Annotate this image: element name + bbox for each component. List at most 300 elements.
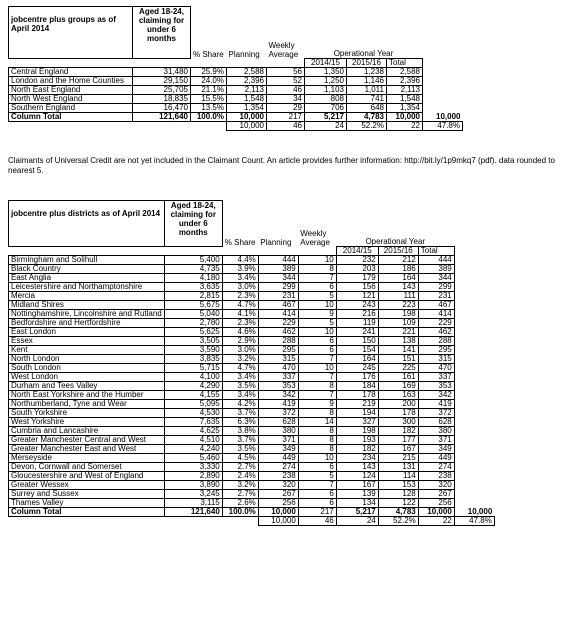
districts-row [9,283,495,292]
districts-cell-claim: 3,835 [164,355,222,364]
groups-cell-claim: 25,705 [133,86,191,95]
districts-cell-share: 2.3% [222,292,258,301]
districts-cell-name: Leicestershire and Northamptonshire [9,283,165,292]
groups-cell-share: 24.0% [191,77,227,86]
districts-cell-share: 4.1% [222,310,258,319]
groups-total-total: 10,000 [387,113,423,122]
districts-row [9,418,495,427]
districts-cell-planning: 414 [258,310,298,319]
districts-cell-planning: 444 [258,256,298,265]
districts-cell-y1: 164 [336,355,378,364]
districts-cell-share: 3.0% [222,346,258,355]
districts-cell-claim: 5,400 [164,256,222,265]
districts-cell-total: 229 [418,319,454,328]
districts-col-claim: Aged 18-24, claiming for under 6 months [164,201,222,247]
districts-cell-name: Greater Manchester East and West [9,445,165,454]
districts-sub-extra: 47.8% [454,517,494,526]
districts-cell-weekly: 8 [298,409,336,418]
groups-cell-weekly: 52 [267,77,305,86]
districts-cell-weekly: 8 [298,382,336,391]
districts-cell-share: 2.9% [222,337,258,346]
districts-cell-y2: 167 [378,445,418,454]
districts-row [9,400,495,409]
districts-cell-share: 3.4% [222,391,258,400]
districts-cell-y2: 109 [378,319,418,328]
districts-cell-y1: 203 [336,265,378,274]
districts-cell-y1: 176 [336,373,378,382]
districts-cell-name: Devon, Cornwall and Somerset [9,463,165,472]
districts-cell-planning: 320 [258,481,298,490]
groups-col-weekly: Weekly Average [268,40,299,59]
districts-cell-share: 3.4% [222,274,258,283]
districts-cell-total: 462 [418,328,454,337]
districts-cell-weekly: 6 [298,499,336,508]
districts-cell-claim: 3,590 [164,346,222,355]
districts-cell-planning: 295 [258,346,298,355]
groups-cell-y1: 1,350 [305,68,347,77]
districts-cell-share: 2.4% [222,472,258,481]
districts-cell-share: 6.3% [222,418,258,427]
districts-cell-y2: 122 [378,499,418,508]
districts-cell-y2: 225 [378,364,418,373]
districts-cell-weekly: 14 [298,418,336,427]
districts-cell-y1: 184 [336,382,378,391]
districts-cell-weekly: 6 [298,283,336,292]
districts-cell-total: 389 [418,265,454,274]
districts-cell-share: 4.7% [222,301,258,310]
districts-cell-claim: 5,460 [164,454,222,463]
districts-cell-name: Mercia [9,292,165,301]
districts-cell-name: Gloucestershire and West of England [9,472,165,481]
districts-cell-name: South Yorkshire [9,409,165,418]
districts-cell-name: South London [9,364,165,373]
groups-col-opyear: Operational Year [333,49,394,58]
groups-cell-total: 2,588 [387,68,423,77]
districts-cell-weekly: 7 [298,373,336,382]
districts-cell-claim: 4,100 [164,373,222,382]
districts-total-extra: 10,000 [467,507,493,516]
groups-total-planning: 10,000 [227,113,267,122]
groups-col-y1: 2014/15 [305,59,347,68]
districts-cell-total: 444 [418,256,454,265]
districts-cell-planning: 238 [258,472,298,481]
districts-cell-weekly: 8 [298,427,336,436]
districts-col-weekly: Weekly Average [300,228,330,247]
districts-row [9,445,495,454]
districts-cell-y1: 219 [336,400,378,409]
districts-row [9,292,495,301]
districts-cell-total: 380 [418,427,454,436]
districts-cell-planning: 380 [258,427,298,436]
districts-cell-claim: 4,240 [164,445,222,454]
districts-row [9,499,495,508]
groups-header [9,7,463,68]
districts-cell-weekly: 9 [298,310,336,319]
districts-cell-y1: 193 [336,436,378,445]
districts-cell-total: 419 [418,400,454,409]
districts-cell-share: 4.4% [222,256,258,265]
districts-cell-planning: 628 [258,418,298,427]
districts-row [9,454,495,463]
districts-cell-share: 3.4% [222,373,258,382]
districts-cell-claim: 2,780 [164,319,222,328]
districts-cell-y1: 234 [336,454,378,463]
districts-cell-total: 315 [418,355,454,364]
districts-cell-total: 628 [418,418,454,427]
districts-cell-y1: 216 [336,310,378,319]
districts-cell-claim: 3,505 [164,337,222,346]
districts-col-area: jobcentre plus districts as of April 2014 [9,201,165,247]
districts-cell-planning: 267 [258,490,298,499]
districts-cell-y2: 215 [378,454,418,463]
districts-cell-name: Surrey and Sussex [9,490,165,499]
districts-cell-total: 295 [418,346,454,355]
districts-total-weekly: 217 [298,508,336,517]
districts-cell-claim: 7,635 [164,418,222,427]
districts-cell-weekly: 6 [298,337,336,346]
districts-row [9,436,495,445]
groups-cell-name: London and the Home Counties [9,77,133,86]
districts-cell-name: North London [9,355,165,364]
districts-cell-name: Thames Valley [9,499,165,508]
districts-cell-claim: 4,510 [164,436,222,445]
districts-row [9,373,495,382]
groups-sub-y2: 52.2% [347,122,387,131]
districts-cell-y2: 200 [378,400,418,409]
districts-cell-y1: 245 [336,364,378,373]
districts-row [9,328,495,337]
districts-row [9,481,495,490]
footnote: Claimants of Universal Credit are not yet included in the Claimant Count. An article provides further information: http://bit.ly/1p9mkq7 (pdf). data rounded to nearest 5. [8,156,555,175]
districts-cell-y1: 179 [336,274,378,283]
districts-cell-y1: 154 [336,346,378,355]
districts-cell-weekly: 8 [298,445,336,454]
districts-row [9,355,495,364]
groups-row [9,68,463,77]
districts-cell-name: North East Yorkshire and the Humber [9,391,165,400]
districts-cell-weekly: 10 [298,364,336,373]
districts-cell-name: Bedfordshire and Hertfordshire [9,319,165,328]
districts-total-row [9,508,495,517]
districts-cell-total: 231 [418,292,454,301]
districts-cell-y2: 223 [378,301,418,310]
districts-cell-planning: 342 [258,391,298,400]
districts-cell-y2: 178 [378,409,418,418]
districts-cell-total: 372 [418,409,454,418]
districts-cell-total: 449 [418,454,454,463]
districts-cell-total: 371 [418,436,454,445]
groups-row [9,86,463,95]
districts-cell-y1: 167 [336,481,378,490]
groups-total-row [9,113,463,122]
districts-cell-y2: 198 [378,310,418,319]
districts-cell-total: 256 [418,499,454,508]
districts-cell-weekly: 6 [298,346,336,355]
groups-total-y1: 5,217 [305,113,347,122]
districts-cell-y2: 128 [378,490,418,499]
districts-cell-planning: 256 [258,499,298,508]
districts-total-claim: 121,640 [164,508,222,517]
districts-row [9,310,495,319]
districts-row [9,346,495,355]
districts-cell-claim: 5,095 [164,400,222,409]
districts-cell-planning: 229 [258,319,298,328]
districts-cell-y2: 177 [378,436,418,445]
districts-cell-planning: 344 [258,274,298,283]
districts-cell-share: 3.7% [222,409,258,418]
districts-cell-weekly: 7 [298,391,336,400]
districts-cell-y1: 121 [336,292,378,301]
districts-cell-weekly: 5 [298,319,336,328]
districts-cell-y2: 182 [378,427,418,436]
districts-cell-claim: 3,330 [164,463,222,472]
districts-cell-y1: 198 [336,427,378,436]
districts-cell-planning: 288 [258,337,298,346]
districts-sub-planning: 10,000 [258,517,298,526]
districts-cell-y2: 161 [378,373,418,382]
groups-cell-y1: 706 [305,104,347,113]
groups-cell-weekly: 46 [267,86,305,95]
districts-cell-share: 3.9% [222,265,258,274]
districts-cell-planning: 462 [258,328,298,337]
districts-cell-name: Cumbria and Lancashire [9,427,165,436]
districts-cell-total: 337 [418,373,454,382]
districts-cell-y2: 212 [378,256,418,265]
districts-cell-name: Northumberland, Tyne and Wear [9,400,165,409]
districts-cell-total: 299 [418,283,454,292]
districts-cell-planning: 372 [258,409,298,418]
groups-cell-planning: 2,588 [227,68,267,77]
groups-sub-planning: 10,000 [227,122,267,131]
districts-cell-name: Durham and Tees Valley [9,382,165,391]
districts-cell-y2: 186 [378,265,418,274]
districts-cell-planning: 389 [258,265,298,274]
districts-cell-claim: 4,530 [164,409,222,418]
districts-cell-share: 4.2% [222,400,258,409]
districts-cell-planning: 299 [258,283,298,292]
districts-cell-planning: 231 [258,292,298,301]
groups-sub-y1: 24 [305,122,347,131]
districts-cell-claim: 5,625 [164,328,222,337]
districts-cell-name: Essex [9,337,165,346]
districts-cell-weekly: 6 [298,463,336,472]
districts-cell-y2: 221 [378,328,418,337]
groups-cell-share: 15.5% [191,95,227,104]
districts-row [9,409,495,418]
groups-cell-share: 25.9% [191,68,227,77]
districts-sub-y2: 52.2% [378,517,418,526]
districts-body [9,256,495,508]
districts-cell-claim: 2,815 [164,292,222,301]
districts-cell-name: Kent [9,346,165,355]
districts-cell-total: 467 [418,301,454,310]
groups-total-extra: 10,000 [436,112,461,121]
districts-cell-y2: 151 [378,355,418,364]
districts-footer [9,508,495,526]
districts-cell-name: East Anglia [9,274,165,283]
groups-cell-claim: 16,470 [133,104,191,113]
districts-cell-y1: 241 [336,328,378,337]
districts-row [9,490,495,499]
districts-cell-y2: 141 [378,346,418,355]
districts-cell-planning: 470 [258,364,298,373]
districts-cell-y1: 134 [336,499,378,508]
districts-sub-total: 22 [418,517,454,526]
districts-cell-claim: 5,040 [164,310,222,319]
districts-cell-total: 320 [418,481,454,490]
districts-cell-weekly: 5 [298,472,336,481]
districts-cell-name: Birmingham and Solihull [9,256,165,265]
districts-cell-claim: 5,675 [164,301,222,310]
districts-cell-share: 3.5% [222,382,258,391]
groups-row [9,77,463,86]
groups-table [8,6,463,131]
districts-total-label: Column Total [9,508,165,517]
districts-cell-name: Midland Shires [9,301,165,310]
districts-cell-share: 2.6% [222,499,258,508]
districts-cell-total: 349 [418,445,454,454]
districts-cell-total: 470 [418,364,454,373]
groups-cell-y2: 1,011 [347,86,387,95]
districts-row [9,364,495,373]
groups-cell-y2: 1,146 [347,77,387,86]
districts-cell-share: 3.2% [222,481,258,490]
districts-cell-y1: 182 [336,445,378,454]
districts-cell-planning: 353 [258,382,298,391]
districts-row [9,256,495,265]
districts-cell-share: 3.0% [222,283,258,292]
districts-cell-total: 274 [418,463,454,472]
districts-col-total: Total [418,247,454,256]
districts-cell-total: 238 [418,472,454,481]
groups-cell-planning: 2,396 [227,77,267,86]
districts-sub-row [9,517,495,526]
groups-total-share: 100.0% [191,113,227,122]
districts-cell-claim: 3,635 [164,283,222,292]
districts-table [8,200,495,526]
districts-cell-y2: 300 [378,418,418,427]
districts-cell-weekly: 10 [298,328,336,337]
districts-cell-claim: 2,890 [164,472,222,481]
districts-cell-claim: 4,290 [164,382,222,391]
districts-cell-share: 3.8% [222,427,258,436]
groups-col-area: jobcentre plus groups as of April 2014 [9,7,133,59]
groups-col-total: Total [387,59,423,68]
groups-cell-share: 21.1% [191,86,227,95]
groups-cell-name: Southern England [9,104,133,113]
groups-cell-y1: 1,250 [305,77,347,86]
districts-cell-share: 4.7% [222,364,258,373]
districts-cell-total: 288 [418,337,454,346]
districts-cell-claim: 4,735 [164,265,222,274]
districts-cell-name: Greater Wessex [9,481,165,490]
districts-cell-total: 414 [418,310,454,319]
groups-body [9,68,463,113]
districts-row [9,472,495,481]
districts-cell-y1: 139 [336,490,378,499]
districts-cell-weekly: 7 [298,481,336,490]
districts-cell-weekly: 10 [298,454,336,463]
districts-cell-weekly: 8 [298,265,336,274]
districts-cell-total: 344 [418,274,454,283]
districts-total-total: 10,000 [418,508,454,517]
groups-sub-total: 22 [387,122,423,131]
groups-cell-weekly: 56 [267,68,305,77]
districts-cell-weekly: 10 [298,301,336,310]
districts-cell-weekly: 7 [298,355,336,364]
groups-cell-y2: 648 [347,104,387,113]
districts-cell-claim: 5,715 [164,364,222,373]
groups-col-y2: 2015/16 [347,59,387,68]
groups-total-claim: 121,640 [133,113,191,122]
districts-cell-planning: 467 [258,301,298,310]
districts-cell-y2: 163 [378,391,418,400]
districts-cell-share: 2.3% [222,319,258,328]
districts-cell-y1: 327 [336,418,378,427]
districts-cell-name: Greater Manchester Central and West [9,436,165,445]
districts-cell-share: 3.5% [222,445,258,454]
groups-total-y2: 4,783 [347,113,387,122]
groups-cell-y2: 1,238 [347,68,387,77]
districts-cell-name: Nottinghamshire, Lincolnshire and Rutland [9,310,165,319]
groups-sub-row [9,122,463,131]
districts-cell-claim: 3,245 [164,490,222,499]
groups-cell-total: 1,548 [387,95,423,104]
groups-footer [9,113,463,131]
districts-cell-y1: 194 [336,409,378,418]
districts-cell-weekly: 9 [298,400,336,409]
districts-cell-name: Black Country [9,265,165,274]
groups-sub-weekly: 46 [267,122,305,131]
districts-header [9,201,495,256]
districts-cell-weekly: 7 [298,274,336,283]
districts-cell-y1: 178 [336,391,378,400]
districts-cell-y1: 119 [336,319,378,328]
groups-cell-planning: 2,113 [227,86,267,95]
districts-cell-total: 353 [418,382,454,391]
districts-cell-y2: 143 [378,283,418,292]
districts-cell-planning: 419 [258,400,298,409]
districts-cell-claim: 4,625 [164,427,222,436]
groups-cell-weekly: 34 [267,95,305,104]
districts-cell-share: 3.2% [222,355,258,364]
districts-cell-name: West London [9,373,165,382]
groups-cell-total: 1,354 [387,104,423,113]
districts-row [9,319,495,328]
groups-col-share: % Share [193,49,224,59]
districts-total-planning: 10,000 [258,508,298,517]
districts-cell-planning: 315 [258,355,298,364]
districts-cell-share: 3.7% [222,436,258,445]
districts-cell-y1: 156 [336,283,378,292]
districts-row [9,337,495,346]
groups-cell-planning: 1,354 [227,104,267,113]
districts-col-planning: Planning [260,237,292,247]
districts-cell-share: 4.6% [222,328,258,337]
groups-cell-claim: 29,150 [133,77,191,86]
groups-cell-claim: 31,480 [133,68,191,77]
districts-col-y2: 2015/16 [378,247,418,256]
groups-row [9,104,463,113]
districts-cell-share: 4.5% [222,454,258,463]
districts-cell-claim: 3,890 [164,481,222,490]
districts-cell-share: 2.7% [222,463,258,472]
groups-cell-claim: 18,835 [133,95,191,104]
districts-cell-y2: 131 [378,463,418,472]
groups-cell-weekly: 29 [267,104,305,113]
districts-cell-claim: 4,180 [164,274,222,283]
districts-cell-weekly: 10 [298,256,336,265]
